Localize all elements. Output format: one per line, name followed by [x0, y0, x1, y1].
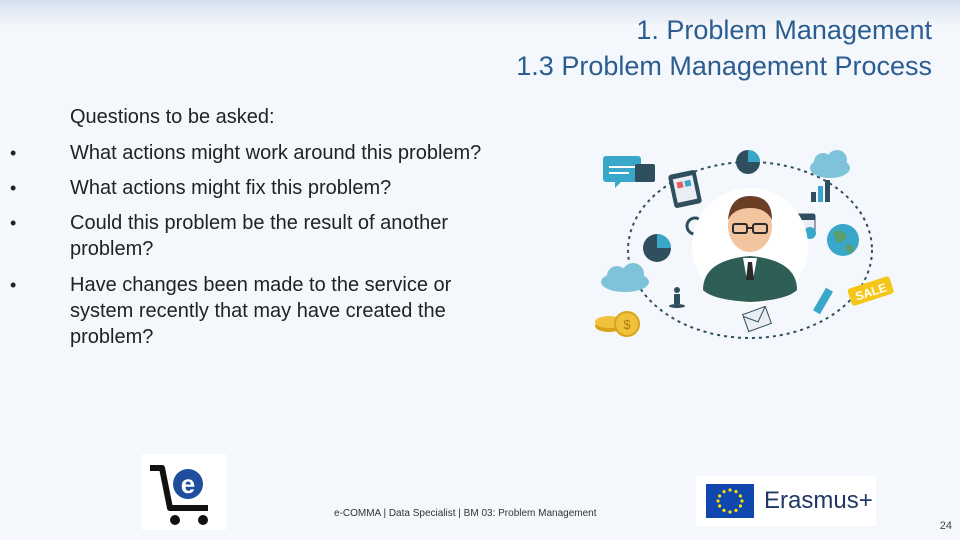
sale-tag-text: SALE [853, 280, 889, 304]
erasmus-logo [696, 476, 876, 526]
coins-icon [595, 312, 639, 336]
list-item-text: What actions might work around this problem? [70, 142, 482, 164]
business-illustration [585, 140, 905, 350]
globe-icon [827, 224, 859, 256]
list-item-text: Could this problem be the result of another problem? [70, 212, 448, 260]
cloud-icon [810, 150, 850, 178]
pen-icon [813, 288, 833, 315]
bullet-icon: • [10, 213, 17, 233]
cloud-icon [601, 263, 649, 292]
question-list [0, 140, 520, 350]
intro-text: Questions to be asked: [70, 106, 275, 128]
list-item [0, 175, 520, 201]
bullet-icon: • [10, 275, 17, 295]
list-item-text: What actions might fix this problem? [70, 177, 392, 199]
chat-icon [603, 156, 655, 188]
cart-logo-icon [142, 454, 226, 530]
bullet-icon: • [10, 178, 17, 198]
footer-text: e-COMMA | Data Specialist | BM 03: Problem Management [334, 508, 597, 519]
tablet-icon [668, 169, 702, 208]
eu-flag-icon [706, 484, 754, 518]
slide-title-block [516, 12, 932, 84]
ecomma-logo [142, 454, 226, 530]
erasmus-label: Erasmus+ [764, 487, 873, 514]
pie-chart-icon [736, 150, 760, 174]
svg-text:e: e [180, 469, 196, 499]
bullet-icon: • [10, 143, 17, 163]
list-item-text: Have changes been made to the service or system recently that may have created the problem? [70, 274, 452, 348]
pie-chart-icon [643, 234, 671, 262]
page-number: 24 [939, 520, 952, 532]
sale-tag-icon [847, 276, 894, 307]
businessman-avatar [692, 188, 808, 304]
slide-title: 1. Problem Management [636, 15, 932, 45]
svg-text:$: $ [623, 317, 631, 332]
envelope-icon [743, 306, 772, 331]
list-item [0, 140, 520, 166]
list-item [0, 272, 500, 350]
bar-chart-icon [811, 180, 830, 202]
person-icon [669, 287, 685, 308]
slide-subtitle: 1.3 Problem Management Process [516, 51, 932, 81]
list-item [0, 210, 500, 262]
